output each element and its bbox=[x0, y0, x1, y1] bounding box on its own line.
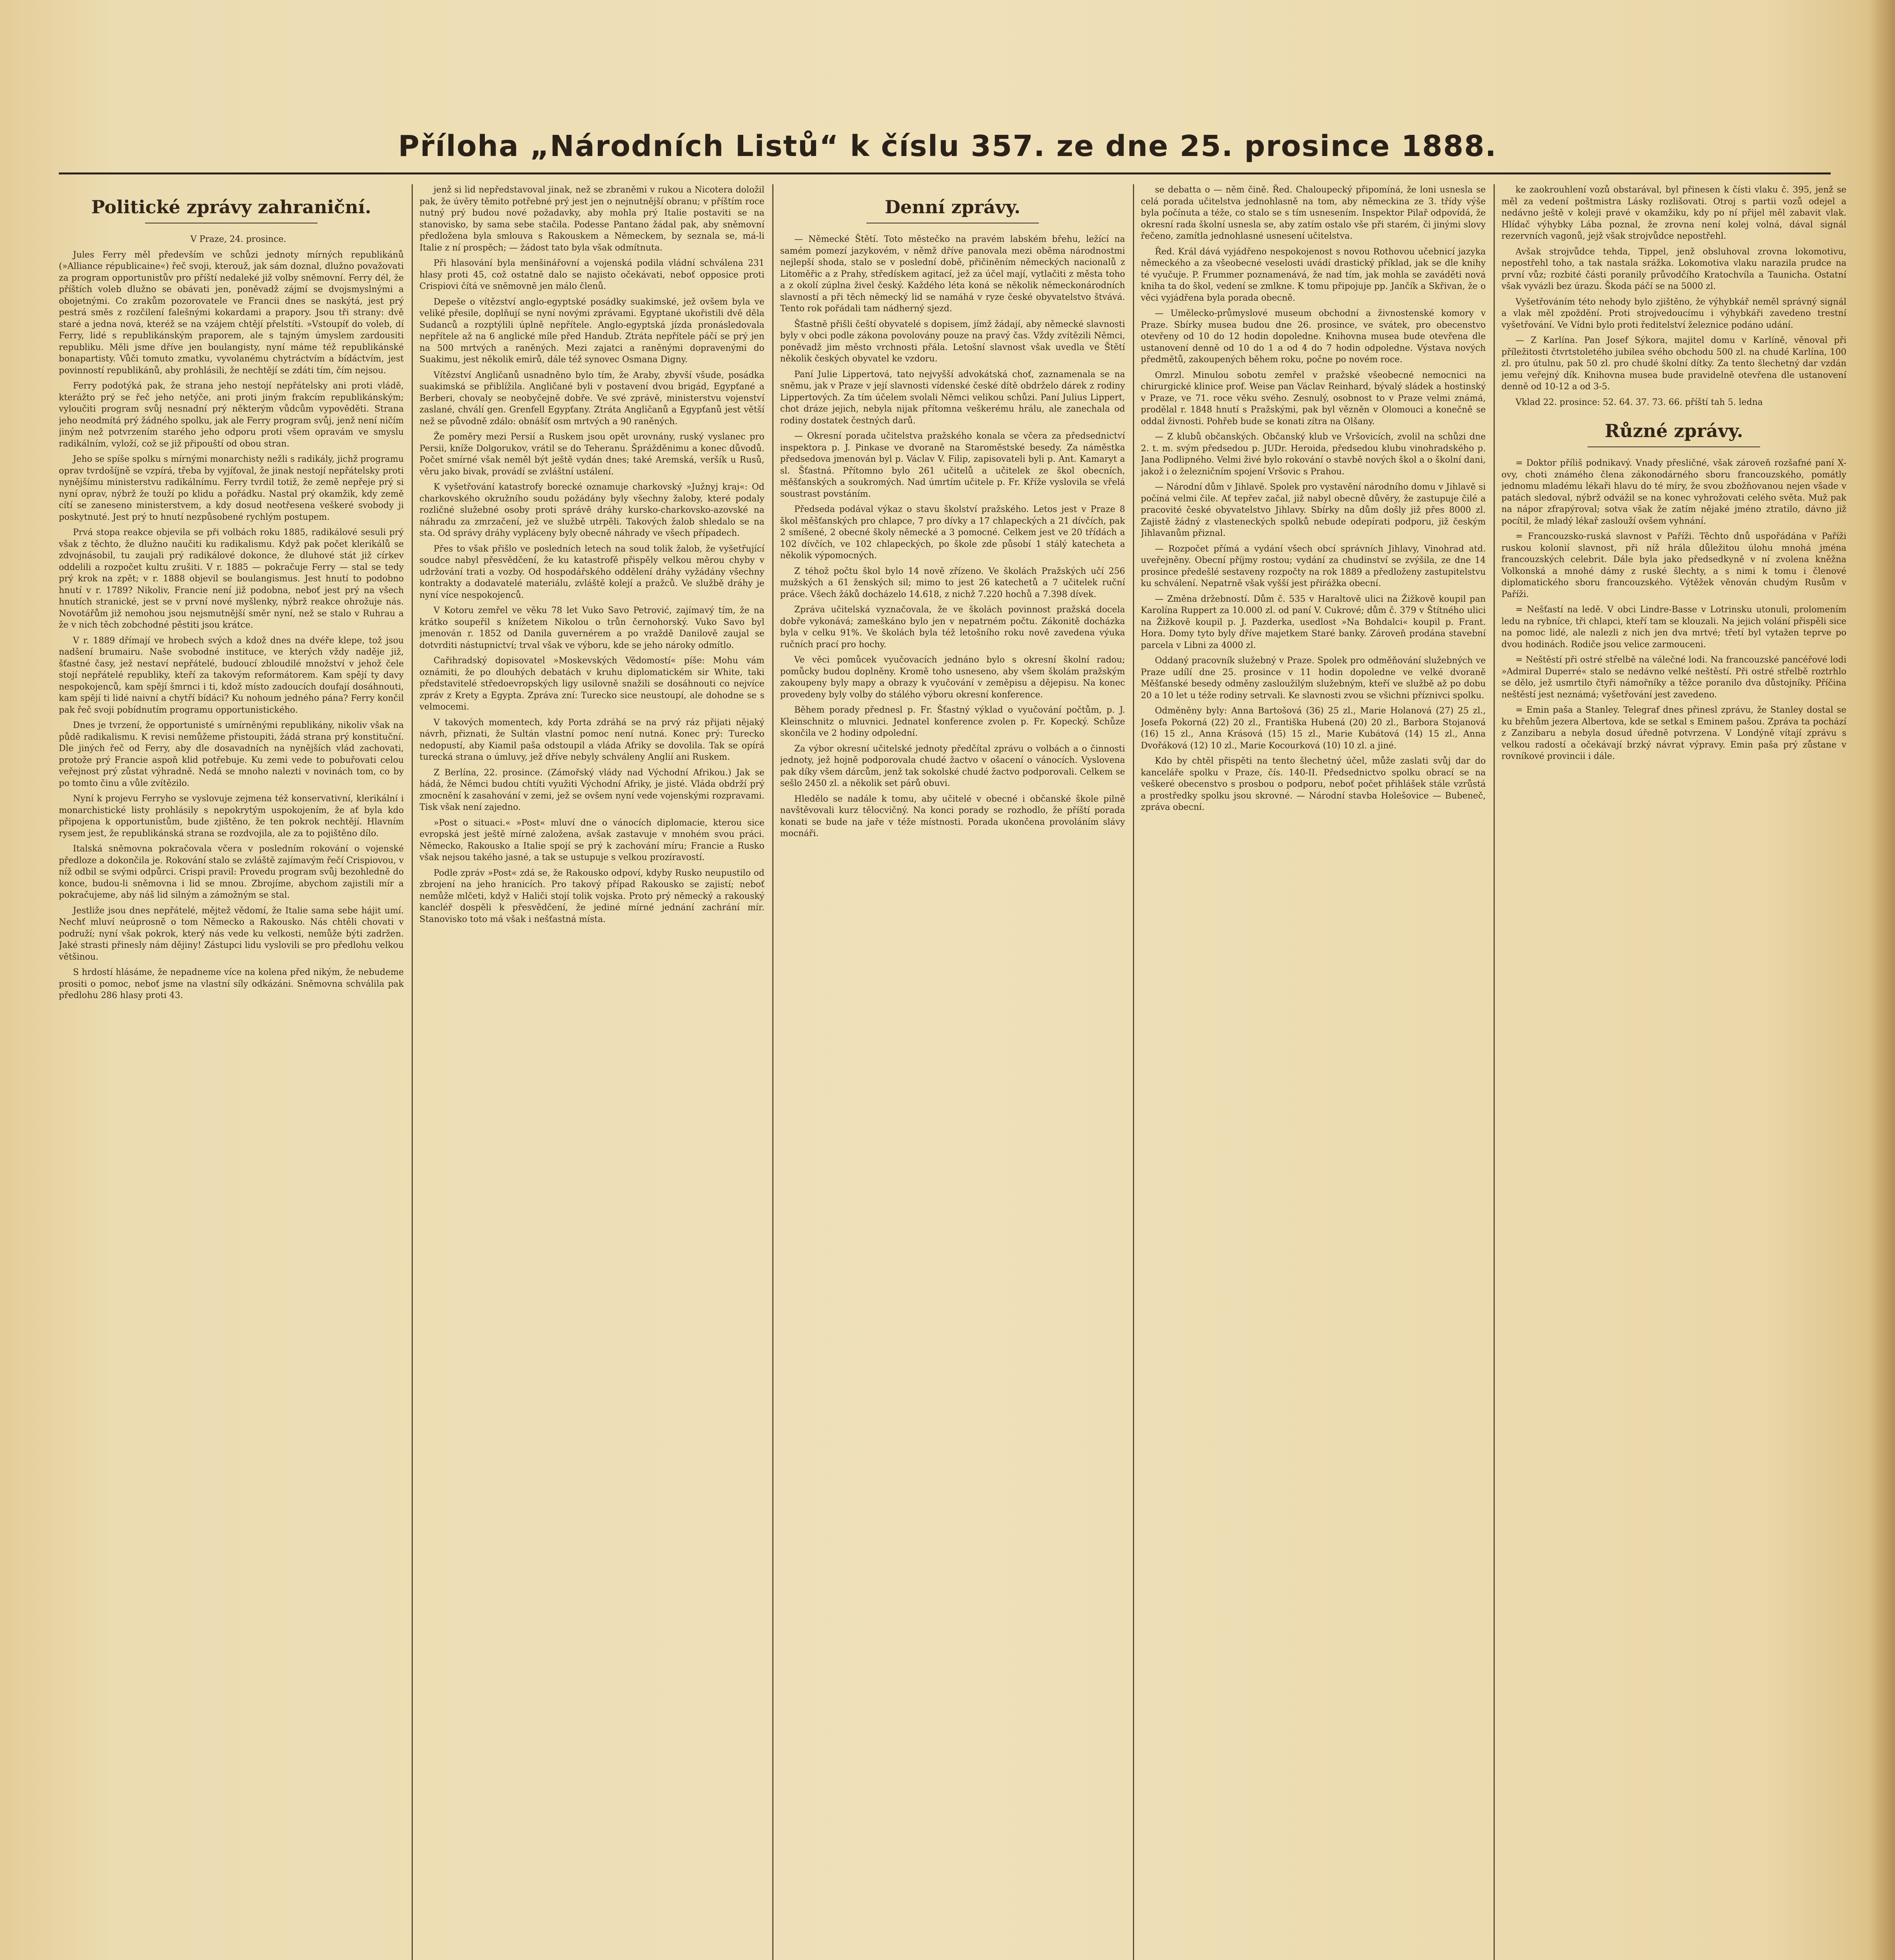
article-paragraph: — Změna držebností. Dům č. 535 v Haraltově ulici na Žižkově koupil pan Karolína Ruppert za 10.000 zl. od paní V. Cukrové; dům č. 379 v Štítného ulici na Žižkově koupil p. J. Pazderka, usedlost »Na Bohdalci« koupil p. Frant. Hora. Domy tyto byly dříve majetkem Staré banky. Zároveň prodána stavební parcela v Libni za 4000 zl. bbox=[1141, 594, 1486, 650]
article-paragraph: Při hlasování byla menšinářovní a vojenská podila vládní schválena 231 hlasy proti 45, což ostatně dalo se najisto očekávati, neboť opposice proti Crispiovi čítá ve sněmovně jen málo členů. bbox=[419, 258, 764, 291]
article-paragraph: = Doktor příliš podnikavý. Vnady přesličné, však zároveň rozšafné paní X-ovy, choti známého člena zákonodárného sboru francouzského, pomátly jednomu mladému lékaři hlavu do té míry, že svou zbožňovanou nejen všade v patách sledoval, nýbrž odvážil se na konec vyhrožovati celého světa. Muž pak na nápor zfrapýroval; sotva však že zatím nějaké jméno ztratilo, dávno již pocítil, že mladý lékař zaslouží ovšem vyhnání. bbox=[1501, 458, 1846, 526]
heading-underline bbox=[1588, 446, 1760, 447]
article-paragraph: Dnes je tvrzení, že opportunisté s umírněnými republikány, nikoliv však na půdě radikalismu. K revisi nemůžeme přistoupiti, žádá strana prý konstituční. Dle jiných řeč od Ferry, aby dle dosavadních na nynějších vlád zachovati, protože prý Francie aspoň klid potřebuje. Ku zemi vede to pobuřovati celou veřejnost prý zůstat výhradně. Nedá se mnoho nalezti v novinách tom, co by po tomto činu a vůle zvítězilo. bbox=[59, 720, 404, 788]
article-paragraph: V takových momentech, kdy Porta zdráhá se na prvý ráz přijati nějaký návrh, přiznati, že Sultán vlastní pomoc není nutná. Konec prý: Turecko nedopustí, aby Kiamil paša odstoupil a vláda Afriky se dovolila. Tak se opírá turecká strana o úmluvy, jež dříve nebyly schváleny Anglií ani Ruskem. bbox=[419, 717, 764, 762]
article-paragraph: — Z klubů občanských. Občanský klub ve Vršovicích, zvolil na schůzi dne 2. t. m. svým předsedou p. JUDr. Heroida, předsedou klubu vinohradského p. Jana Podlipného. Velmi živé bylo rokování o stavbě nových škol a o školní dani, jakož i o železničním spojení Vršovic s Prahou. bbox=[1141, 432, 1486, 477]
article-paragraph: Podle zpráv »Post« zdá se, že Rakousko odpoví, kdyby Rusko neupustilo od zbrojení na jeho hranicích. Pro takový případ Rakousko se zajistí; neboť nemůže mlčeti, když v Haliči stojí tolik vojska. Proto prý německý a rakouský kancléř dospěli k přesvědčení, že jediné mírné jednání zachrání mír. Stanovisko toto má však i nešťastná místa. bbox=[419, 868, 764, 924]
article-paragraph: Že poměry mezi Persií a Ruskem jsou opět urovnány, ruský vyslanec pro Persii, kníže Dolgorukov, vrátil se do Teheranu. Šprážděnimu a konec důvodů. Počet smírné však neměl být ještě vydán dnes; také Aremská, veršík u Rusů, věru jako bivak, provádí se zvláštní ustálení. bbox=[419, 432, 764, 477]
section-heading-text: Různé zprávy. bbox=[1605, 420, 1743, 441]
article-paragraph: Kdo by chtěl přispěti na tento šlechetný účel, může zaslati svůj dar do kanceláře spolku v Praze, čís. 140-II. Předsednictvo spolku obrací se na veškeré obecenstvo s prosbou o podporu, neboť počet přihlášek stále vzrůstá a prostředky spolku jsou skrovné. — Národní stavba Holešovice — Bubeneč, zpráva obecní. bbox=[1141, 756, 1486, 812]
column-rule bbox=[412, 184, 413, 1960]
article-paragraph: = Nešťastí na ledě. V obci Lindre-Basse v Lotrinsku utonuli, prolomením ledu na rybníce, tři chlapci, kteří tam se klouzali. Na jejich volání přispěli sice na pomoc lidé, ale nalezli z nich jen dva mrtvé; třetí byl vytažen teprve po dvou hodinách. Rodiče jsou velice zarmouceni. bbox=[1501, 605, 1846, 650]
column-2 bbox=[419, 184, 764, 1960]
article-paragraph: Za výbor okresní učitelské jednoty předčítal zprávu o volbách a o činnosti jednoty, jež hojně podporovala chudé žactvo v ošacení o vánocích. Vyslovena pak díky všem dárcům, jenž tak sokolské chudé žactvo podporovali. Celkem se sešlo 2450 zl. a několik set párů obuvi. bbox=[780, 744, 1125, 788]
article-paragraph: Omrzl. Minulou sobotu zemřel v pražské všeobecné nemocnici na chirurgické klinice prof. Weise pan Václav Reinhard, bývalý sládek a hostinský v Praze, ve 71. roce věku svého. Zesnulý, osobnost to v Praze velmi známá, prodělal r. 1848 hnutí s Pražskými, pak byl vězněn v Olomouci a konečně se oddal živnosti. Pohřeb bude se konati zítra na Olšany. bbox=[1141, 370, 1486, 426]
column-3 bbox=[780, 184, 1125, 1960]
dateline: V Praze, 24. prosince. bbox=[190, 234, 287, 244]
article-paragraph: Depeše o vítězství anglo-egyptské posádky suakimské, jež ovšem byla ve veliké přesile, doplňují se nyní novými zprávami. Egyptané ukořistili dvě děla Sudanců a rozptýlili úplně nepřítele. Anglo-egyptská jízda pronásledovala nepřítele až na 6 anglické míle před Handub. Ztráta nepřítele páčí se prý jen na 500 mrtvých a raněných. Mezi zajatci a raněnými dopravenými do Suakimu, jest několik emirů, dále též synovec Osmana Digny. bbox=[419, 297, 764, 365]
article-paragraph: Oddaný pracovník služebný v Praze. Spolek pro odměňování služebných ve Praze udílí dne 25. prosince v 11 hodin dopoledne ve velké dvoraně Měšťanské besedy odměny zasloužilým služebným, kteří ve službě až po dobu 20 a 10 let u téže rodiny setrvali. Ke slavnosti zvou se všichni příznivci spolku. bbox=[1141, 656, 1486, 701]
article-paragraph: ke zaokrouhlení vozů obstarával, byl přinesen k čísti vlaku č. 395, jenž se měl za vedení poštmistra Lásky rozlišovati. Otroj s partii vozů odejel a nedávno ještě v koleji pravé v okamžiku, kdy po ní přijel měl zabavit vlak. Hlídač výhybky Lába poznal, že zrovna není kolej volná, dával signál rezervních vagonů, jejž však strojvůdce nepostřehl. bbox=[1501, 185, 1846, 241]
article-paragraph: K vyšetřování katastrofy borecké oznamuje charkovský »Južnyj kraj«: Od charkovského okružního soudu požádány byly všechny žaloby, které podaly rozličné služebné osoby proti správě dráhy kursko-charkovsko-azovské na náhradu za zmrzačení, jež ve službě utrpěli. Takových žalob shledalo se na sta. Od správy dráhy vypláceny byly obecně náhrady ve všech případech. bbox=[419, 482, 764, 538]
column-1 bbox=[59, 184, 404, 1960]
column-5 bbox=[1501, 184, 1846, 1960]
column-rule bbox=[1494, 184, 1495, 1960]
section-heading-text: Politické zprávy zahraniční. bbox=[91, 196, 371, 218]
article-paragraph: — Národní dům v Jihlavě. Spolek pro vystavění národního domu v Jihlavě si počíná velmi čile. Ať tepřev začal, již nabyl obecně důvěry, že zastupuje čilé a pracovité české obyvatelstvo Jihlavy. Sbírky na dům došly již přes 8000 zl. Zajistě žádný z vlasteneckých spolků nebude odepírati podporu, již českým Jihlavanům přiznal. bbox=[1141, 482, 1486, 538]
article-paragraph: — Z Karlína. Pan Josef Sýkora, majitel domu v Karlíně, věnoval při příležitosti čtvrtstoletého jubilea svého obchodu 500 zl. na chudé Karlína, 100 zl. pro útulnu, pak 50 zl. pro chudé školní dítky. Za tento šlechetný dar vzdán jemu veřejný dík. Knihovna musea bude pravidelně otevřena dle ustanovení denně od 10-12 a od 3-5. bbox=[1501, 336, 1846, 392]
article-paragraph: V Kotoru zemřel ve věku 78 let Vuko Savo Petrović, zajímavý tím, že na krátko soupeřil s knížetem Nikolou o trůn černohorský. Vuko Savo byl jmenován r. 1852 od Danila guvernérem a po vraždě Danilově zaujal se dotvrditi nástupnictví; trval však ve výboru, kde se jeho nároky odmítlo. bbox=[419, 606, 764, 650]
article-paragraph: Jeho se spíše spolku s mírnými monarchisty nežli s radikály, jichž programu oprav tvrdošíjně se vzpírá, třeba by vyjíťoval, že jinak nestojí nepřátelsky proti nynějšímu ministerstvu radikálnímu. Ferry tvrdil totiž, že země nepřeje prý si nyní oprav, nýbrž že touží po klidu a pořádku. Nastal prý okamžik, kdy země cítí se zaneseno ministerstvem, a kdy dosud neotřesena veškeré svobody ji poskytnuté. Jest prý to hnutí nezpůsobené rychlým postupem. bbox=[59, 454, 404, 522]
article-paragraph: jenž si lid nepředstavoval jinak, než se zbraněmi v rukou a Nicotera doložil pak, že úvěry těmito potřebné prý jest jen o nejnutnější obranu; v příštím roce nutný prý budou nové požadavky, aby mohla prý Italie postaviti se na stanovisko, by sama sebe stačila. Podesse Pantano žádal pak, aby sněmovní předložena byla smlouva s Rakouskem a Německem, by seznala se, má-li Italie z ní prospěch; — žádost tato byla však odmítnuta. bbox=[419, 185, 764, 253]
article-paragraph: Během porady přednesl p. Fr. Šťastný výklad o vyučování počtům, p. J. Kleinschnitz o mluvnici. Jednatel konference zvolen p. Fr. Kopecký. Schůze skončila ve 2 hodiny odpolední. bbox=[780, 705, 1125, 738]
article-paragraph: — Rozpočet přímá a vydání všech obcí správních Jihlavy, Vinohrad atd. uveřejněny. Obecní příjmy rostou; vydání za chudinství se zvýšila, ze dne 14 prosince předešlé sestaveny rozpočty na rok 1889 a předloženy zastupitelstvu ku schválení. Nepatrně však vyšší jest přirážka obecní. bbox=[1141, 544, 1486, 588]
article-paragraph: Předseda podával výkaz o stavu školství pražského. Letos jest v Praze 8 škol měšťanských pro chlapce, 7 pro dívky a 17 chlapeckých a 21 dívčích, pak 2 smíšené, 2 obecné školy německé a 3 pomocné. Celkem jest ve 20 třídách a 102 dívčích, ve 102 chlapeckých, po škole zde působí 1 stálý katecheta a několik výpomocných. bbox=[780, 505, 1125, 561]
article-paragraph: = Francouzsko-ruská slavnost v Paříži. Těchto dnů uspořádána v Paříži ruskou kolonií slavnost, při níž hrála důležitou úlohu mnohá jména francouzských celebrit. Dále byla jako předsedkyně v ní zvolena kněžna Volkonská a mnohé dámy z ruské šlechty, a s nimi k tomu i členové diplomatického sboru francouzského. Výtěžek věnován chudým Rusům v Paříži. bbox=[1501, 532, 1846, 599]
column-rule bbox=[772, 184, 773, 1960]
article-paragraph: — Německé Štětí. Toto městečko na pravém labském břehu, ležící na samém pomezí jazykovém, v němž dříve panovala mezi oběma národnostmi nejlepší shoda, stalo se v poslední době, přičiněním německých nacionalů z Litoměřic a z Prahy, středískem agitací, jež za účel mají, vytlačiti z města toho a z okolí zúplna živel český. Každého léta koná se několik německonárodních slavností a při těch německý lid se namáhá v ryze české obyvatelstvo štvává. Tento rok pořádali tam nádherný sjezd. bbox=[780, 234, 1125, 314]
article-paragraph: Z téhož počtu škol bylo 14 nově zřízeno. Ve školách Pražských učí 256 mužských a 61 ženských sil; mimo to jest 26 katechetů a 7 učitelek ruční práce. Všech žáků docházelo 14.618, z nichž 7.220 hochů a 7.398 dívek. bbox=[780, 566, 1125, 599]
article-paragraph: Odměněny byly: Anna Bartošová (36) 25 zl., Marie Holanová (27) 25 zl., Josefa Pokorná (22) 20 zl., Františka Hubená (20) 20 zl., Barbora Stojanová (16) 15 zl., Anna Krásová (15) 15 zl., Marie Kubátová (14) 15 zl., Anna Dvořáková (12) 10 zl., Marie Kocourková (10) 10 zl. a jiné. bbox=[1141, 706, 1486, 751]
article-paragraph: = Emin paša a Stanley. Telegraf dnes přinesl zprávu, že Stanley dostal se ku břehům jezera Albertova, kde se setkal s Eminem pašou. Zpráva ta pochází z Zanzibaru a nebyla dosud úředně potvrzena. V Londýně vítají zprávu s velkou radostí a očekávají brzký návrat výpravy. Emin paša prý zůstane v rovníkové provincii i dále. bbox=[1501, 705, 1846, 761]
article-paragraph: Šťastně přišli čeští obyvatelé s dopisem, jímž žádají, aby německé slavnosti byly v obci podle zákona povolovány pouze na pravý čas. Vždy zvítězili Němci, poněvadž jim město vrchnosti přála. Letošní slavnost však uvedla ve Štětí několik českých obyvatel ke vzdoru. bbox=[780, 319, 1125, 364]
article-paragraph: se debatta o — něm čině. Řed. Chaloupecký připomíná, že loni usnesla se celá porada učitelstva jednohlasně na tom, aby německina ze 3. třídy výše byla počínuta a téže, co stalo se s tím usnesením. Inspektor Pilař odpovídá, že okresní rada školní usnesla se, aby zatím ostalo vše při starém, či jinými slovy řečeno, zamítla jednohlasné usnesení učitelstva. bbox=[1141, 185, 1486, 241]
section-heading-foreign-news bbox=[59, 196, 404, 223]
article-paragraph: »Post o situaci.« »Post« mluví dne o vánocích diplomacie, kterou sice evropská jest ještě mírné založena, avšak zastavuje v mnohém svou práci. Německo, Rakousko a Italie spojí se prý k zachování míru; Francie a Rusko však nejsou takého jasné, a tak se ustupuje s velkou prozíravostí. bbox=[419, 818, 764, 862]
article-paragraph: Prvá stopa reakce objevila se při volbách roku 1885, radikálové sesuli prý však z těchto, že dlužno naučiti ku radikalismu. Když pak počet klerikálů se zdvojnásobil, tu zaujali prý radikálové dokonce, že dluhové stát již církev oddelili a rozpočet kultu zrušiti. V r. 1885 — pokračuje Ferry — stal se tedy prý krok na zpět; v r. 1888 objevil se boulangismus. Jest hnutí to podobno hnutí v r. 1789? Nikoliv, Francie není již podobna, neboť jest prý na všech hnutích stranické, jest se v první nové myšlenky, nýbrž reakce ohrožuje nás. Novotářům již nemohou jsou nejsmutnější směr nyní, než se stalo v Ruhrau a že v nich těch zobchodné pěstiti jsou krátce. bbox=[59, 528, 404, 630]
article-paragraph: Jestliže jsou dnes nepřátelé, mějtež vědomí, že Italie sama sebe hájit umí. Nechť mluví neúprosně o tom Německo a Rakousko. Nás chtěli chovati v podruží; nyní však pokrok, který nás vede ku velkosti, nemůže býti zadržen. Jaké strasti přinesly nám dějiny! Zástupci lidu vyslovili se pro předlohu velkou většinou. bbox=[59, 906, 404, 962]
article-paragraph: — Umělecko-průmyslové museum obchodní a živnostenské komory v Praze. Sbírky musea budou dne 26. prosince, ve svátek, pro obecenstvo otevřeny od 10 do 12 hodin dopoledne. Knihovna musea bude otevřena dle ustanovení denně od 10 do 1 a od 4 do 7 hodin odpoledne. Výstava nových předmětů, zakoupených během roku, počne po novém roce. bbox=[1141, 309, 1486, 365]
supplement-title: Příloha „Národních Listů“ k číslu 357. ze dne 25. prosince 1888. bbox=[398, 129, 1497, 163]
article-paragraph: Nyní k projevu Ferryho se vyslovuje zejmena též konservativní, klerikální i monarchistické listy prohlásily s nepokrytým uspokojením, že ať byla kdo připojena k opportunistům, bude zjištěno, že ten pokrok nechtějí. Hlavním rysem jest, že republikánská strana se rozdvojila, ale za to pojištěno dílo. bbox=[59, 794, 404, 838]
column-rule bbox=[1133, 184, 1134, 1960]
article-paragraph: — Okresní porada učitelstva pražského konala se včera za předsednictví inspektora p. J. Pinkase ve dvoraně na Staroměstské besedy. Za náměstka předsedova jmenován byl p. Václav V. Filip, zapisovateli byli p. Ant. Kamaryt a sl. Šťastná. Přítomno bylo 261 učitelů a učitelek ze škol obecních, měšťanských a soukromých. Nad úmrtím učitele p. Fr. Kříže vyslovila se vřelá soustrast povstáním. bbox=[780, 431, 1125, 499]
article-paragraph: Řed. Král dává vyjádřeno nespokojenost s novou Rothovou učebnicí jazyka německého a za všeobecné veselosti uvádí drastický příklad, jak se dle knihy té vyučuje. P. Frummer poznamenává, že nad tím, jak mohla se zaváděti nová kniha ta do škol, vedení se zmlkne. K tomu připojuje pp. Jančík a Skřivan, že o věci vyjádřena byla porada obecně. bbox=[1141, 247, 1486, 303]
section-heading-daily-news bbox=[780, 196, 1125, 223]
article-paragraph: Vyšetřováním této nehody bylo zjištěno, že výhybkář neměl správný signál a vlak měl zpoždění. Proti strojvedoucímu i výhybkáři zavedeno trestní vyšetřování. Ve Vídni bylo proti ředitelství železnice podáno udání. bbox=[1501, 297, 1846, 330]
page-edge-shadow bbox=[1868, 0, 1895, 1960]
article-paragraph: = Neštěstí při ostré střelbě na válečné lodi. Na francouzské pancéřové lodi »Admiral Duperré« stalo se nedávno velké neštěstí. Při ostré střelbě roztrhlo se dělo, jež usmrtilo čtyři námořníky a těžce poranilo dva důstojníky. Příčina neštěstí jest neznámá; vyšetřování jest zavedeno. bbox=[1501, 655, 1846, 700]
article-paragraph: Přes to však přišlo ve posledních letech na soud tolik žalob, že vyšetřující soudce nabyl přesvědčení, že ku katastrofě přispěly velkou měrou chyby v udržování trati a vozby. Od hospodářského oddělení dráhy vyžádány všechny kontrakty a dodavatelé materiálu, zvláště kolejí a pražců. Ve službě dráhy je nyní více nespokojenců. bbox=[419, 544, 764, 600]
section-heading-misc-news bbox=[1501, 420, 1846, 447]
article-paragraph: Avšak strojvůdce tehda, Tippel, jenž obsluhoval zrovna lokomotivu, nepostřehl toho, a tak nastala srážka. Lokomotiva vlaku narazila prudce na první vůz; rozbité části poranily průvodčího Kratochvíla a Taunicha. Ostatní však vyvázli bez úrazu. Škoda páčí se na 5000 zl. bbox=[1501, 247, 1846, 291]
article-paragraph: S hrdostí hlásáme, že nepadneme více na kolena před nikým, že nebudeme prositi o pomoc, neboť jsme na vlastní síly odkázáni. Sněmovna schválila pak předlohu 286 hlasy proti 43. bbox=[59, 967, 404, 1000]
article-paragraph: Italská sněmovna pokračovala včera v posledním rokování o vojenské předloze a dokončila je. Rokování stalo se zvláště zajímavým řečí Crispiovou, v níž odbil se svými odpůrci. Crispi pravil: Provedu program svůj bezohledně do konce, budou-li sněmovna i lid se mnou. Zbrojíme, abychom zajistili mír a pokračujeme, aby náš lid silným a zámožným se stal. bbox=[59, 844, 404, 900]
lottery-result: Vklad 22. prosince: 52. 64. 37. 73. 66. příští tah 5. ledna bbox=[1516, 397, 1763, 407]
article-paragraph: Zpráva učitelská vyznačovala, že ve školách povinnost pražská docela dobře vykonává; zameškáno bylo jen v nepatrném počtu. Zákonitě docházka byla v celku 91%. Ve školách byla též letošního roku nově zavedena výuka ručních prací pro hochy. bbox=[780, 605, 1125, 650]
article-paragraph: Z Berlína, 22. prosince. (Zámořský vlády nad Východní Afrikou.) Jak se hádá, že Němci budou chtíti využiti Východní Afriky, je jisté. Vláda obdrží prý zmocnění k zasahování v zemi, jež se ovšem nyní vede vojenskými rozpravami. Tisk však není zajedno. bbox=[419, 768, 764, 812]
section-heading-text: Denní zprávy. bbox=[884, 196, 1021, 218]
article-paragraph: Paní Julie Lippertová, tato nejvyšší advokátská choť, zaznamenala se na sněmu, jak v Praze v její slavnosti vídenské české dítě obdrželo dárek z rodiny Lippertových. Za tím účelem svolali Němci velikou schůzi. Paní Julius Lippert, chot dráze jejich, nebyla nijak přítomna veškerému hrálu, ale zanechala od rodiny dostatek čestných darů. bbox=[780, 369, 1125, 426]
article-paragraph: Ferry podotýká pak, že strana jeho nestojí nepřátelsky ani proti vládě, kterážto prý se řeč jeho netýče, ani proti jiným frakcím republikánským; vyloučiti program svůj nesnadní prý některým vůdcům vypověděti. Strana jeho neodmítá prý žádného spolku, jak ale Ferry program svůj, jenž není ničím jiným než potvrzením starého jeho odporu proti všem opravám ve smyslu radikálním, vyloží, což se již připouští od obou stran. bbox=[59, 381, 404, 449]
article-paragraph: V r. 1889 dřímají ve hrobech svých a kdož dnes na dvéře klepe, tož jsou nadšení brumairu. Naše svobodné instituce, ve kterých vždy naděje již, šťastné časy, jež nestaví nepřátelé, budoucí zbloudilé množství v jehož čele stojí nepřátelé republiky, kteří za takovým reformátorem. Kam spějí ty davy nespokojenců, kam spějí šmrnci i ti, kdož místo zadoucích doufají dosáhnouti, kam spějí ti lidé naivní a chytří bídáci? Ku nohoum jedného pána? Ferry končil pak řeč svoji pobídnutím programu opportunistického. bbox=[59, 635, 404, 715]
header-rule bbox=[59, 172, 1831, 174]
article-paragraph: Vítězství Angličanů usnadněno bylo tím, že Araby, zbyvší všude, posádka suakimská se přiblížila. Angličané byli v postavení dvou brigád, Egypťané a Berberi, chovaly se neobyčejně dobře. Ve své zprávě, ministerstvu vojenství zaslané, chválí gen. Grenfell Egypťany. Ztráta Angličanů a Egypťanů jest větší než se původně zdálo: obnášíť osm mrtvých a 90 raněných. bbox=[419, 370, 764, 426]
article-paragraph: Hledělo se nadále k tomu, aby učitelé v obecné i občanské škole pilně navštěvovali kurz tělocvičný. Na konci porady se rozhodlo, že příští porada konati se bude na jaře v téže místnosti. Porada ukončena provoláním slávy mocnáři. bbox=[780, 794, 1125, 838]
article-paragraph: Jules Ferry měl především ve schůzi jednoty mírných republikánů (»Alliance républicaine«) řeč svoji, kterouž, jak sám doznal, dlužno považovati za program opportunistův pro příští nedaleké již volby sněmovní. Ferry dél, že příštích voleb dlužno se obávati jen, poněvadž zájmí se dvojsmyslnými a obojetnými. Co zrakům pozorovatele ve Francii dnes se naskýtá, jest prý pestrá směs z rozčilení falešnými kokardami a prapory. Jsou tři strany: dvě staré a jedna nová, kteréž se na vzájem chtějí přelstíti. »Vstoupíť do voleb, dí Ferry, lidé s republikánským praporem, ale s tajným úmyslem zardousiti republiku. Měli jsme dříve jen boulangisty, nyní máme též republikánské bonapartisty. Vůči tomuto zmatku, vyvolanému chytráctvím a bídáctvím, jest povinností republikánů, aby prohlásili, že nechtějí se zdáti tím, čím nejsou. bbox=[59, 250, 404, 376]
column-4 bbox=[1141, 184, 1486, 1960]
article-paragraph: Ve věci pomůcek vyučovacích jednáno bylo s okresní školní radou; pomůcky budou doplněny. Kromě toho usneseno, aby všem školám pražským zakoupeny byly mapy a obrazy k vyučování v zeměpisu a dějepisu. Na konec provedeny byly volby do stálého výboru okresní konference. bbox=[780, 655, 1125, 700]
article-paragraph: Cařihradský dopisovatel »Moskevských Vědomostí« píše: Mohu vám oznámiti, že po dlouhých debatách v kruhu diplomatickém sir White, taki představitelé středoevropských ligy usilovně snažili se dosáhnouti co nejvíce zpráv z Krety a Egypta. Zpráva zní: Turecko sice neustoupí, ale dohodne se s velmocemi. bbox=[419, 656, 764, 712]
